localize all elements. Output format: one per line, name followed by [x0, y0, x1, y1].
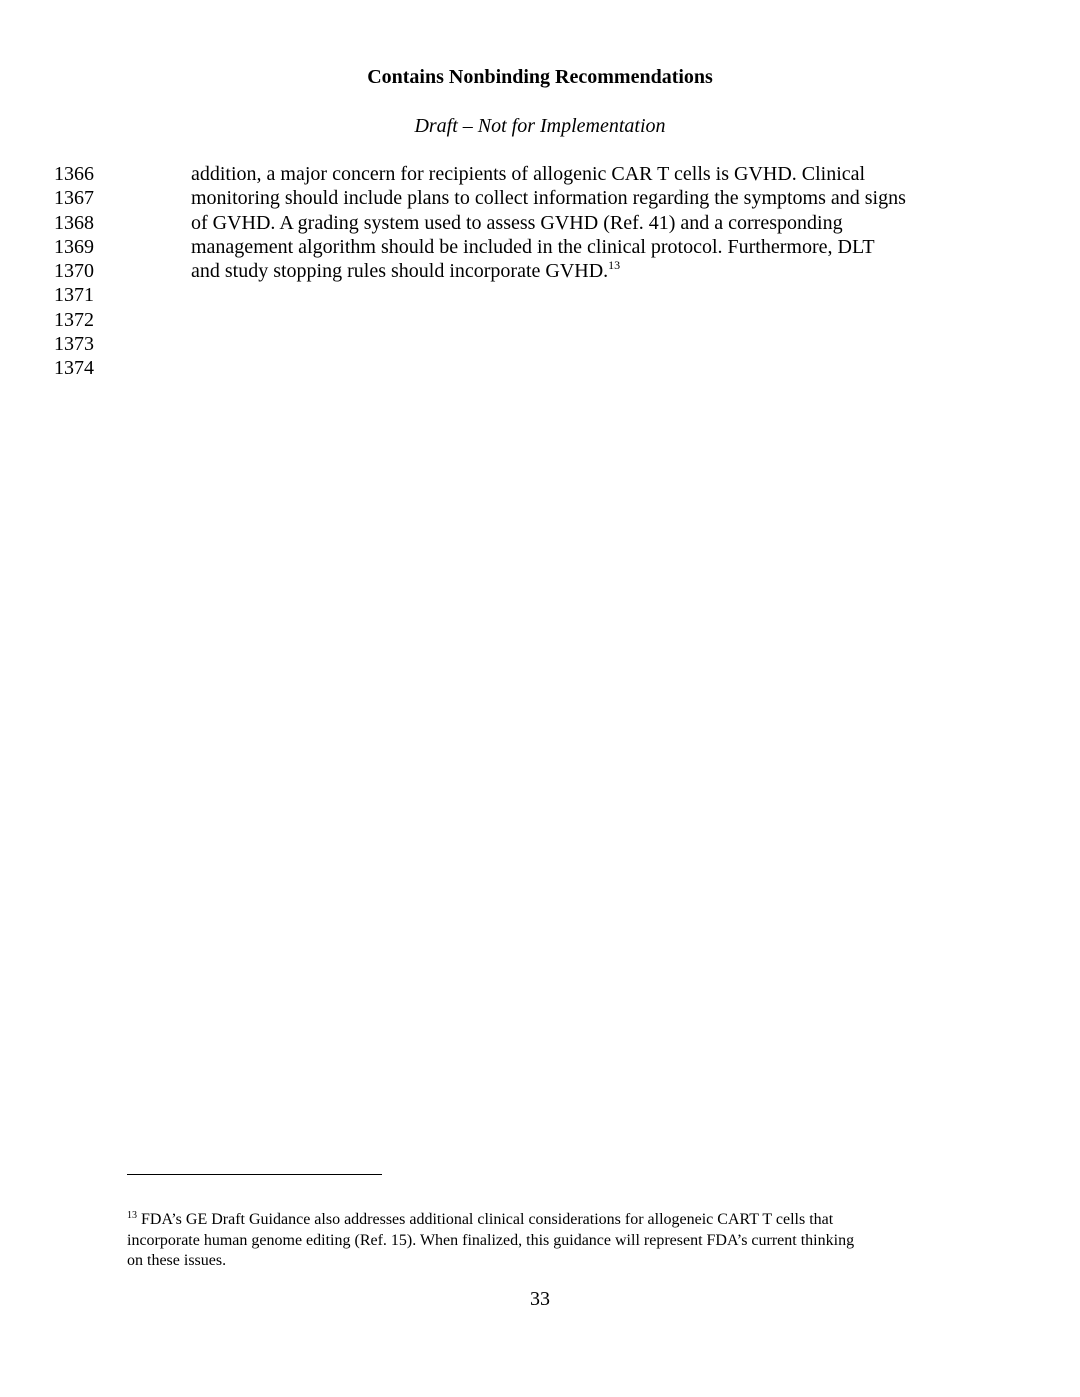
page-number: 33: [530, 1288, 550, 1310]
line-number: 1370: [54, 260, 94, 283]
line-number: 1368: [54, 211, 94, 234]
footnote-line: incorporate human genome editing (Ref. 15). When finalized, this guidance will represent FDA’s current thinking: [127, 1231, 855, 1249]
line-number: 1373: [54, 333, 94, 356]
line-number-column: [54, 162, 114, 381]
footnote-line: [127, 1210, 957, 1231]
body-line: of GVHD. A grading system used to assess GVHD (Ref. 41) and a corresponding: [191, 211, 843, 234]
body-text: [191, 162, 971, 283]
line-number: 1371: [54, 284, 94, 307]
footnote-line: on these issues.: [127, 1252, 227, 1269]
body-line-text: and study stopping rules should incorporate GVHD.: [191, 260, 609, 283]
footnote-text: FDA’s GE Draft Guidance also addresses additional clinical considerations for allogeneic CART T cells that: [137, 1211, 834, 1228]
line-number: 1367: [54, 187, 94, 210]
line-number: 1366: [54, 163, 94, 185]
line-number: 1369: [54, 235, 94, 258]
header-subtitle: Draft – Not for Implementation: [414, 115, 666, 137]
header-title: Contains Nonbinding Recommendations: [367, 66, 713, 88]
footnote: [127, 1210, 957, 1272]
body-line: monitoring should include plans to collect information regarding the symptoms and signs: [191, 187, 906, 210]
line-number: 1372: [54, 308, 94, 331]
footnote-separator: [127, 1174, 382, 1175]
footnote-marker: 13: [127, 1210, 137, 1221]
footnote-reference[interactable]: 13: [608, 258, 621, 273]
line-number: 1374: [54, 357, 94, 380]
body-line: addition, a major concern for recipients of allogenic CAR T cells is GVHD. Clinical: [191, 163, 866, 185]
body-line-last: [191, 259, 971, 283]
body-line: management algorithm should be included in the clinical protocol. Furthermore, DLT: [191, 235, 875, 258]
